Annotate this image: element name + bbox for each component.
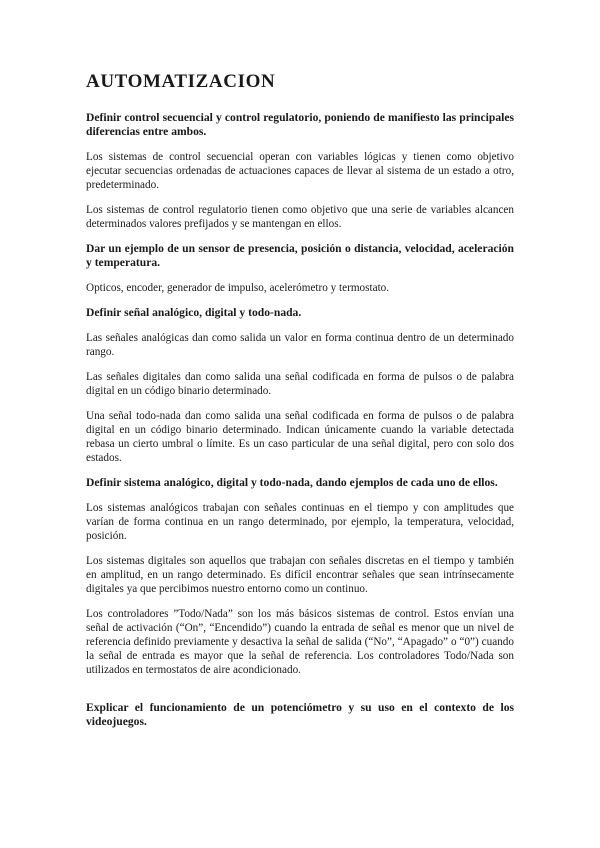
question-1: Definir control secuencial y control regulatorio, poniendo de manifiesto las principales diferencias entre ambos. bbox=[86, 111, 514, 138]
paragraph: Opticos, encoder, generador de impulso, acelerómetro y termostato. bbox=[86, 282, 390, 294]
paragraph: Los sistemas de control regulatorio tienen como objetivo que una serie de variables alcancen determinados valores prefijados y se mantengan en ellos. bbox=[86, 204, 514, 230]
question-4: Definir sistema analógico, digital y todo-nada, dando ejemplos de cada uno de ellos. bbox=[86, 476, 498, 489]
question-3: Definir señal analógico, digital y todo-nada. bbox=[86, 306, 302, 319]
document-title: AUTOMATIZACION bbox=[86, 71, 276, 92]
paragraph: Las señales digitales dan como salida una señal codificada en forma de pulsos o de palabra digital en un código binario determinado. bbox=[86, 371, 514, 397]
paragraph: Los sistemas analógicos trabajan con señales continuas en el tiempo y con amplitudes que varían de forma continua en un rango determinado, por ejemplo, la temperatura, velocidad, posición. bbox=[86, 502, 514, 542]
question-5: Explicar el funcionamiento de un potenciómetro y su uso en el contexto de los videojuegos. bbox=[86, 701, 514, 728]
paragraph: Los sistemas digitales son aquellos que trabajan con señales discretas en el tiempo y también en amplitud, en un rango determinado. Es difícil encontrar señales que sean intrínsecamente digitales ya que percibimos nuestro entorno como un continuo. bbox=[86, 555, 514, 595]
paragraph: Los controladores ”Todo/Nada” son los más básicos sistemas de control. Estos envían una señal de activación (“On”, “Encendido”) cuando la entrada de señal es menor que un nivel de referencia definido previamente y desactiva la señal de salida (“No”, “Apagado” o “0”) cuando la señal de entrada es mayor que la señal de referencia. Los controladores Todo/Nada son utilizados en termostatos de aire acondicionado. bbox=[86, 608, 514, 676]
paragraph: Las señales analógicas dan como salida un valor en forma continua dentro de un determinado rango. bbox=[86, 332, 514, 358]
paragraph: Una señal todo-nada dan como salida una señal codificada en forma de pulsos o de palabra digital en un código binario determinado. Indican únicamente cuando la variable detectada rebasa un cierto umbral o límite. Es un caso particular de una señal digital, pero con solo dos estados. bbox=[86, 410, 514, 464]
question-2: Dar un ejemplo de un sensor de presencia, posición o distancia, velocidad, aceleración y temperatura. bbox=[86, 242, 514, 269]
document-page bbox=[86, 70, 514, 740]
paragraph: Los sistemas de control secuencial operan con variables lógicas y tienen como objetivo ejecutar secuencias ordenadas de actuaciones capaces de llevar al sistema de un estado a otro, predeterminado. bbox=[86, 151, 514, 191]
